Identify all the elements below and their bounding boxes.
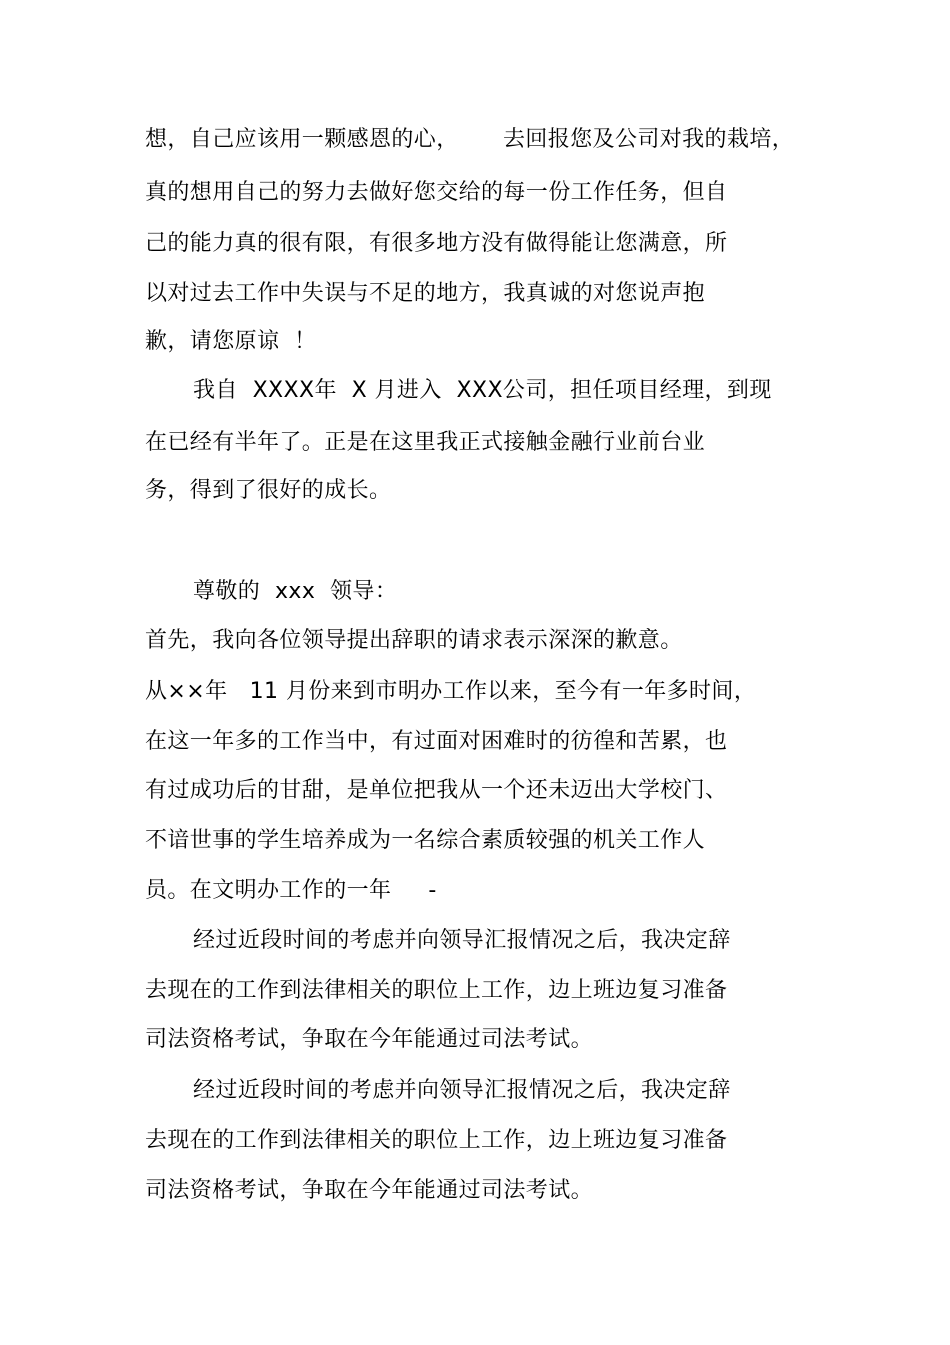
- text-line: 在这一年多的工作当中，有过面对困难时的彷徨和苦累，也: [145, 729, 728, 754]
- text-line: 不谙世事的学生培养成为一名综合素质较强的机关工作人: [145, 828, 706, 853]
- text-line: 想，自己应该用一颗感恩的心， 去回报您及公司对我的栽培，: [145, 127, 795, 152]
- text-line: 歉，请您原谅 ！: [145, 329, 317, 354]
- text-line: 去现在的工作到法律相关的职位上工作，边上班边复习准备: [145, 1128, 728, 1153]
- text-line: 经过近段时间的考虑并向领导汇报情况之后，我决定辞: [193, 1078, 731, 1103]
- text-line: 去现在的工作到法律相关的职位上工作，边上班边复习准备: [145, 978, 728, 1003]
- text-line: 司法资格考试，争取在今年能通过司法考试。: [145, 1178, 594, 1203]
- text-line: 首先，我向各位领导提出辞职的请求表示深深的歉意。: [145, 628, 683, 653]
- text-line: 员。在文明办工作的一年 -: [145, 878, 437, 903]
- text-line: 有过成功后的甘甜，是单位把我从一个还未迈出大学校门、: [145, 778, 728, 803]
- text-line: 我自 XXXX年 X 月进入 XXX公司，担任项目经理，到现: [193, 378, 772, 403]
- text-line: 真的想用自己的努力去做好您交给的每一份工作任务，但自: [145, 180, 728, 205]
- text-line: 己的能力真的很有限，有很多地方没有做得能让您满意，所: [145, 231, 728, 256]
- text-line: 司法资格考试，争取在今年能通过司法考试。: [145, 1027, 594, 1052]
- text-line: 务，得到了很好的成长。: [145, 478, 392, 503]
- text-line: 在已经有半年了。正是在这里我正式接触金融行业前台业: [145, 430, 706, 455]
- text-line: 从××年 11 月份来到市明办工作以来，至今有一年多时间，: [145, 679, 757, 704]
- text-line: 以对过去工作中失误与不足的地方，我真诚的对您说声抱: [145, 281, 706, 306]
- salutation: 尊敬的 xxx 领导：: [193, 579, 398, 604]
- text-line: 经过近段时间的考虑并向领导汇报情况之后，我决定辞: [193, 928, 731, 953]
